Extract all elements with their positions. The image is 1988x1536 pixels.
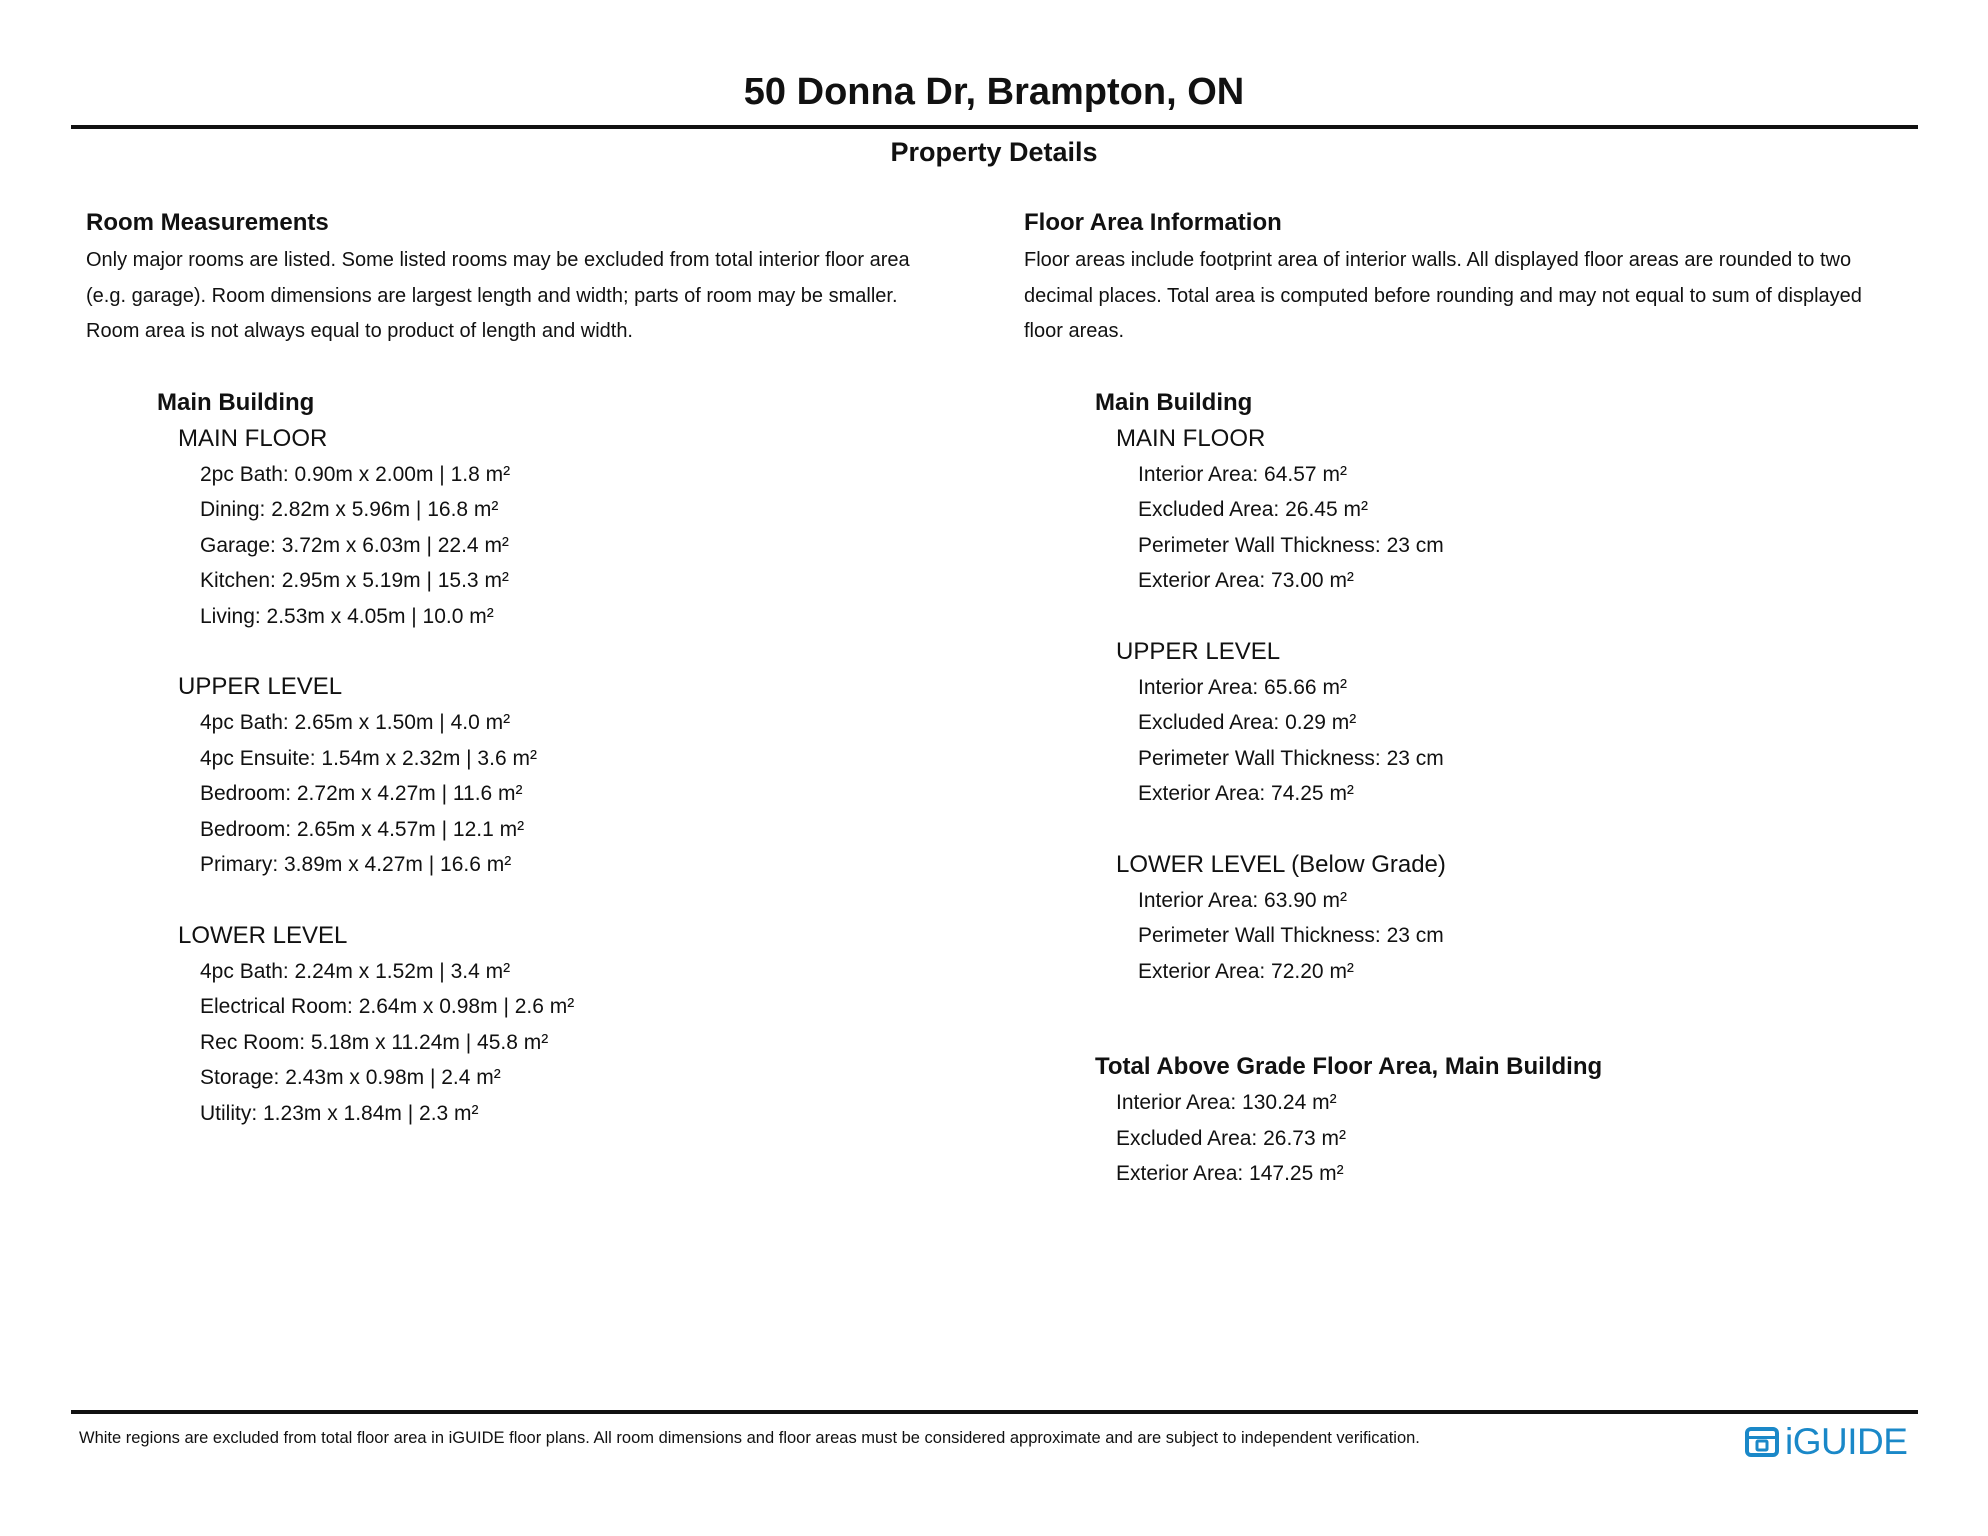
area-item: Interior Area: 63.90 m²	[1138, 888, 1347, 912]
description-line: Floor areas include footprint area of interior walls. All displayed floor areas are rounded to two	[1024, 249, 1852, 271]
room-item: Garage: 3.72m x 6.03m | 22.4 m²	[200, 533, 509, 557]
level-name: LOWER LEVEL	[178, 921, 348, 949]
area-item: Perimeter Wall Thickness: 23 cm	[1138, 533, 1444, 557]
level-name: MAIN FLOOR	[1116, 424, 1266, 452]
area-item: Perimeter Wall Thickness: 23 cm	[1138, 924, 1444, 947]
total-item: Excluded Area: 26.73 m²	[1116, 1126, 1346, 1150]
area-item: Interior Area: 65.66 m²	[1138, 675, 1347, 699]
area-item: Excluded Area: 0.29 m²	[1138, 711, 1357, 734]
room-list	[178, 954, 1006, 1132]
room-measurements-section	[86, 205, 1006, 1166]
area-list	[1116, 457, 1944, 599]
room-item: Utility: 1.23m x 1.84m | 2.3 m²	[200, 1101, 479, 1125]
area-item: Exterior Area: 74.25 m²	[1138, 782, 1354, 805]
room-list	[178, 705, 1006, 883]
area-list	[1116, 670, 1944, 812]
total-item: Exterior Area: 147.25 m²	[1116, 1162, 1344, 1185]
area-list	[1116, 883, 1944, 990]
total-heading: Total Above Grade Floor Area, Main Building	[1095, 1053, 1603, 1080]
room-item: Kitchen: 2.95m x 5.19m | 15.3 m²	[200, 569, 509, 592]
building-name: Main Building	[157, 388, 315, 416]
room-item: Electrical Room: 2.64m x 0.98m | 2.6 m²	[200, 995, 575, 1018]
total-floor-area	[1024, 1049, 1944, 1192]
area-item: Exterior Area: 73.00 m²	[1138, 569, 1354, 592]
room-item: Storage: 2.43m x 0.98m | 2.4 m²	[200, 1066, 501, 1089]
room-item: Bedroom: 2.65m x 4.57m | 12.1 m²	[200, 817, 525, 841]
total-list	[1095, 1085, 1944, 1192]
room-measurements-heading: Room Measurements	[86, 209, 329, 236]
floor-area-building	[1024, 385, 1944, 990]
footer-rule	[71, 1410, 1918, 1414]
level-upper-level	[157, 669, 1006, 883]
description-line: Room area is not always equal to product of length and width.	[86, 320, 633, 342]
description-line: floor areas.	[1024, 320, 1125, 342]
level-name: LOWER LEVEL (Below Grade)	[1116, 850, 1446, 878]
area-item: Perimeter Wall Thickness: 23 cm	[1138, 746, 1444, 770]
total-item: Interior Area: 130.24 m²	[1116, 1091, 1337, 1114]
description-line: (e.g. garage). Room dimensions are largest length and width; parts of room may be smaller.	[86, 284, 898, 307]
area-item: Excluded Area: 26.45 m²	[1138, 498, 1368, 521]
room-item: Dining: 2.82m x 5.96m | 16.8 m²	[200, 498, 499, 521]
floor-area-heading: Floor Area Information	[1024, 209, 1282, 236]
room-item: Bedroom: 2.72m x 4.27m | 11.6 m²	[200, 782, 523, 805]
area-level-main-floor	[1095, 421, 1944, 599]
room-item: 2pc Bath: 0.90m x 2.00m | 1.8 m²	[200, 462, 511, 486]
building-name: Main Building	[1095, 388, 1253, 416]
room-item: Rec Room: 5.18m x 11.24m | 45.8 m²	[200, 1030, 549, 1054]
room-item: 4pc Bath: 2.65m x 1.50m | 4.0 m²	[200, 711, 511, 734]
level-name: UPPER LEVEL	[1116, 637, 1281, 665]
level-name: UPPER LEVEL	[178, 673, 343, 700]
level-lower-level	[157, 918, 1006, 1132]
description-line: Only major rooms are listed. Some listed rooms may be excluded from total interior floor area	[86, 249, 910, 271]
description-line: decimal places. Total area is computed before rounding and may not equal to sum of displayed	[1024, 284, 1862, 307]
iguide-camera-icon	[1745, 1426, 1779, 1458]
page-subtitle: Property Details	[890, 137, 1098, 167]
area-level-upper-level	[1095, 634, 1944, 812]
floor-area-section	[1024, 205, 1944, 1192]
level-name: MAIN FLOOR	[178, 424, 328, 452]
floor-area-description	[1024, 243, 1944, 350]
level-main-floor	[157, 421, 1006, 635]
footer-note: White regions are excluded from total floor area in iGUIDE floor plans. All room dimensions and floor areas must be considered approximate and are subject to independent verification.	[79, 1429, 1420, 1447]
room-measurements-description	[86, 243, 1006, 350]
logo-text: iGUIDE	[1785, 1421, 1908, 1462]
area-item: Exterior Area: 72.20 m²	[1138, 959, 1354, 983]
room-item: 4pc Ensuite: 1.54m x 2.32m | 3.6 m²	[200, 746, 537, 770]
room-building	[86, 385, 1006, 1132]
iguide-logo	[1745, 1420, 1907, 1464]
room-item: Living: 2.53m x 4.05m | 10.0 m²	[200, 604, 494, 628]
area-level-lower-level	[1095, 847, 1944, 990]
room-item: Primary: 3.89m x 4.27m | 16.6 m²	[200, 853, 512, 876]
title-rule	[71, 125, 1918, 129]
room-list	[178, 457, 1006, 635]
room-item: 4pc Bath: 2.24m x 1.52m | 3.4 m²	[200, 959, 511, 983]
area-item: Interior Area: 64.57 m²	[1138, 462, 1347, 486]
page-title: 50 Donna Dr, Brampton, ON	[743, 71, 1245, 113]
